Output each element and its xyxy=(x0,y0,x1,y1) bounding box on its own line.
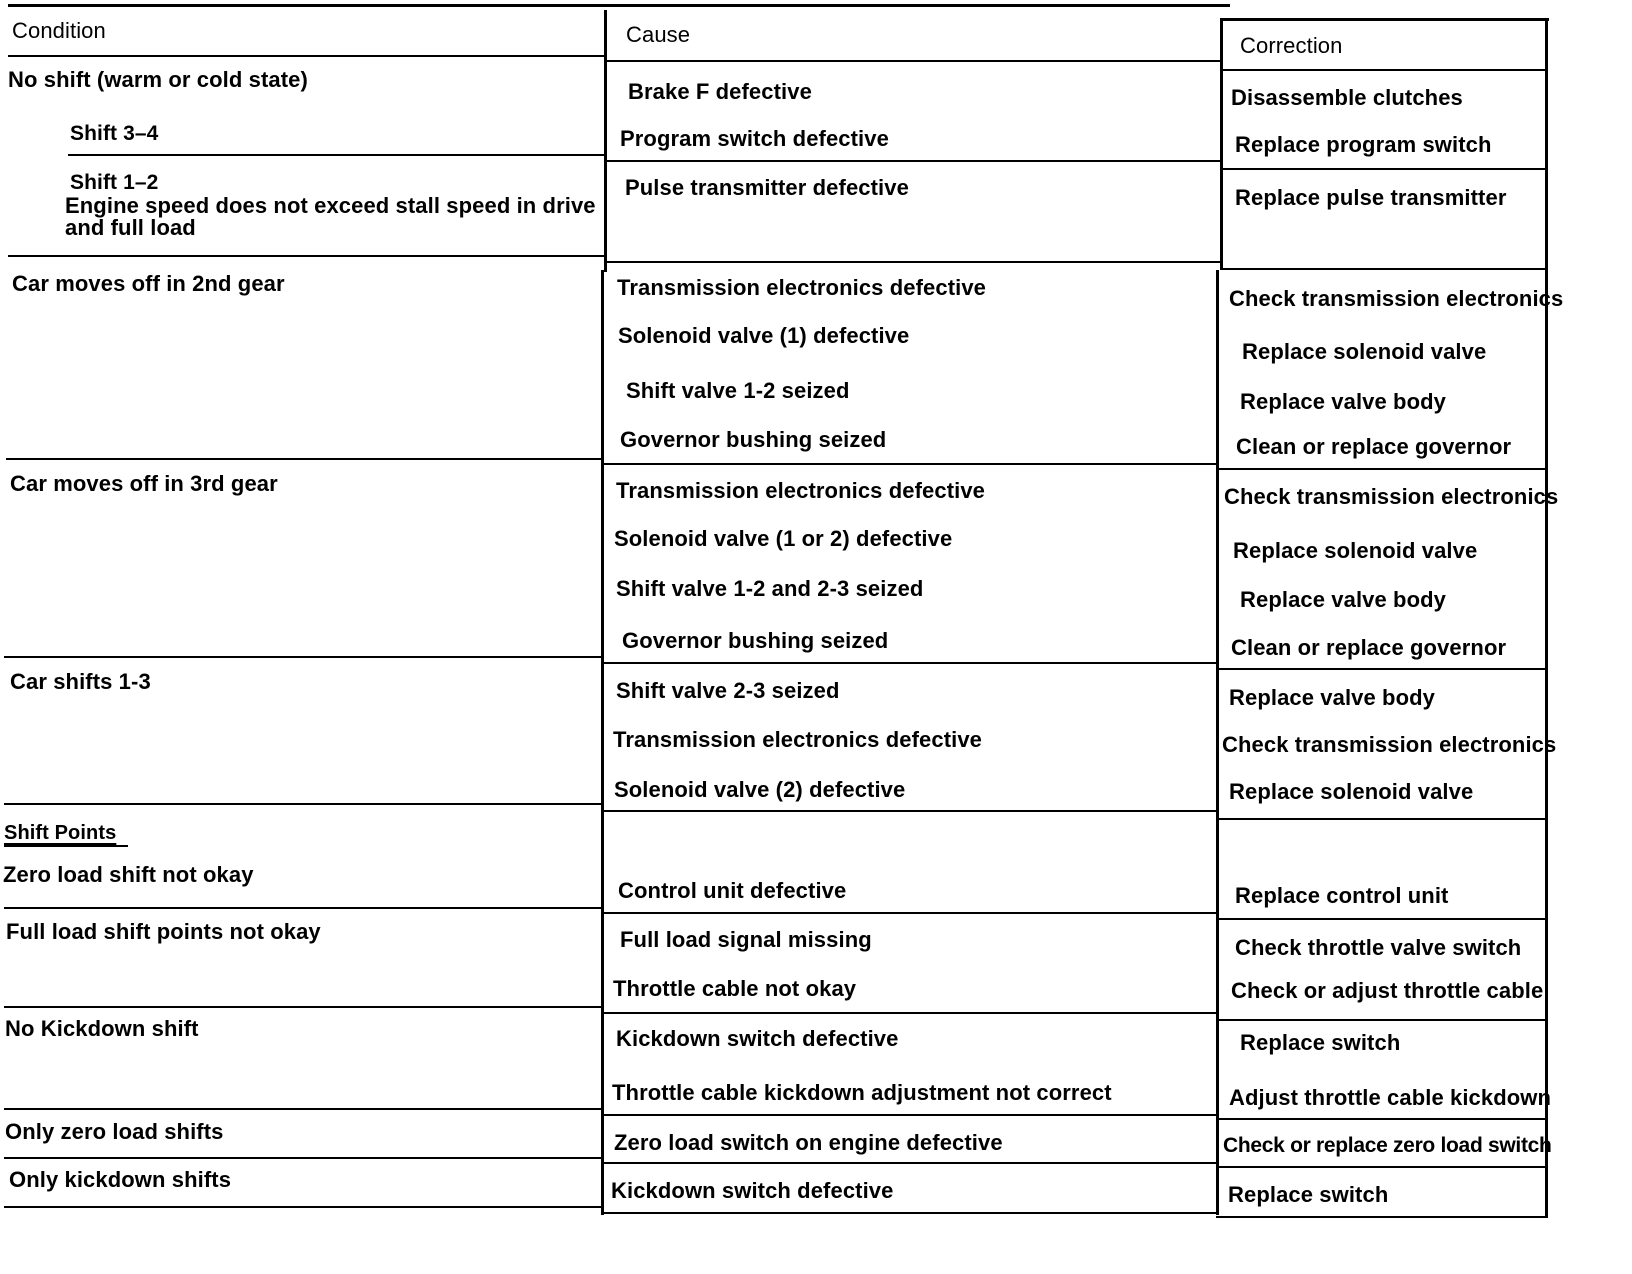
correction-text: Check transmission electronics xyxy=(1222,732,1557,757)
correction-text: Replace switch xyxy=(1228,1182,1389,1207)
column-header-cause: Cause xyxy=(626,22,691,47)
row-divider xyxy=(1222,168,1547,170)
row-divider xyxy=(1220,268,1547,270)
row-divider xyxy=(601,1114,1216,1116)
row-divider xyxy=(68,154,604,156)
condition-text: Zero load shift not okay xyxy=(3,862,254,887)
column-header-condition: Condition xyxy=(12,18,106,43)
correction-text: Clean or replace governor xyxy=(1236,434,1512,459)
row-divider xyxy=(4,1006,601,1008)
table-top-border xyxy=(8,4,1230,7)
condition-text: Engine speed does not exceed stall speed in drive xyxy=(65,193,596,218)
table-bottom-border xyxy=(601,1212,1216,1214)
correction-text: Replace control unit xyxy=(1235,883,1449,908)
right-border xyxy=(1545,18,1548,1218)
cause-text: Control unit defective xyxy=(618,878,847,903)
correction-text: Check or adjust throttle cable xyxy=(1231,978,1544,1003)
correction-text: Replace switch xyxy=(1240,1030,1401,1055)
condition-text: No shift (warm or cold state) xyxy=(8,67,308,92)
section-title-underline xyxy=(4,845,128,847)
row-divider xyxy=(4,656,601,658)
correction-text: Check throttle valve switch xyxy=(1235,935,1522,960)
row-divider xyxy=(1216,468,1547,470)
header-divider xyxy=(8,55,604,57)
row-divider xyxy=(601,662,1216,664)
row-divider xyxy=(4,1157,601,1159)
row-divider xyxy=(1216,1166,1547,1168)
cause-text: Throttle cable not okay xyxy=(613,976,857,1001)
shift-label: Shift 3–4 xyxy=(70,122,159,145)
correction-text: Replace solenoid valve xyxy=(1242,339,1487,364)
condition-text: Full load shift points not okay xyxy=(6,919,321,944)
correction-text: Replace program switch xyxy=(1235,132,1492,157)
header-divider xyxy=(1222,69,1547,71)
column-divider-1 xyxy=(604,10,607,272)
condition-text: Car shifts 1-3 xyxy=(10,669,151,694)
correction-text: Replace valve body xyxy=(1240,587,1447,612)
correction-text: Replace valve body xyxy=(1229,685,1436,710)
correction-text: Adjust throttle cable kickdown xyxy=(1229,1085,1552,1110)
condition-text: Only kickdown shifts xyxy=(9,1167,232,1192)
cause-text: Throttle cable kickdown adjustment not correct xyxy=(612,1080,1112,1105)
row-divider xyxy=(1216,1118,1547,1120)
column-divider-1 xyxy=(601,270,604,1215)
shift-label: Shift 1–2 xyxy=(70,171,159,194)
cause-text: Full load signal missing xyxy=(620,927,872,952)
row-divider xyxy=(606,160,1220,162)
cause-text: Brake F defective xyxy=(628,79,812,104)
row-divider xyxy=(4,907,601,909)
correction-text: Check transmission electronics xyxy=(1224,484,1559,509)
table-bottom-border xyxy=(4,1206,601,1208)
row-divider xyxy=(601,1162,1216,1164)
cause-text: Program switch defective xyxy=(620,126,889,151)
cause-text: Governor bushing seized xyxy=(620,427,887,452)
row-divider xyxy=(604,261,1220,263)
cause-text: Solenoid valve (2) defective xyxy=(614,777,906,802)
row-divider xyxy=(8,255,604,257)
section-title: Shift Points xyxy=(4,822,117,844)
condition-text: Car moves off in 3rd gear xyxy=(10,471,278,496)
cause-text: Kickdown switch defective xyxy=(616,1026,899,1051)
condition-text: Only zero load shifts xyxy=(5,1119,224,1144)
cause-text: Transmission electronics defective xyxy=(613,727,982,752)
correction-text: Replace pulse transmitter xyxy=(1235,185,1507,210)
row-divider xyxy=(4,803,601,805)
correction-text: Check transmission electronics xyxy=(1229,286,1564,311)
row-divider xyxy=(1216,918,1547,920)
condition-text: No Kickdown shift xyxy=(5,1016,199,1041)
row-divider xyxy=(601,1012,1216,1014)
row-divider xyxy=(601,912,1216,914)
row-divider xyxy=(601,463,1216,465)
row-divider xyxy=(601,810,1216,812)
correction-text: Clean or replace governor xyxy=(1231,635,1507,660)
correction-text: Replace valve body xyxy=(1240,389,1447,414)
table-bottom-border xyxy=(1216,1216,1547,1218)
cause-text: Shift valve 1-2 seized xyxy=(626,378,850,403)
condition-text: and full load xyxy=(65,215,196,240)
header-divider xyxy=(606,60,1220,62)
correction-text: Replace solenoid valve xyxy=(1233,538,1478,563)
cause-text: Shift valve 2-3 seized xyxy=(616,678,840,703)
row-divider xyxy=(6,458,601,460)
cause-text: Kickdown switch defective xyxy=(611,1178,894,1203)
cause-text: Transmission electronics defective xyxy=(616,478,985,503)
row-divider xyxy=(1216,1019,1547,1021)
correction-top-border xyxy=(1222,18,1549,21)
cause-text: Solenoid valve (1 or 2) defective xyxy=(614,526,953,551)
column-divider-2 xyxy=(1220,18,1223,270)
row-divider xyxy=(1216,668,1547,670)
cause-text: Solenoid valve (1) defective xyxy=(618,323,910,348)
row-divider xyxy=(1216,818,1547,820)
cause-text: Zero load switch on engine defective xyxy=(614,1130,1003,1155)
correction-text: Check or replace zero load switch xyxy=(1223,1134,1552,1157)
correction-text: Disassemble clutches xyxy=(1231,85,1463,110)
column-header-correction: Correction xyxy=(1240,33,1343,58)
column-divider-2 xyxy=(1216,270,1219,1215)
condition-text: Car moves off in 2nd gear xyxy=(12,271,285,296)
cause-text: Shift valve 1-2 and 2-3 seized xyxy=(616,576,924,601)
cause-text: Pulse transmitter defective xyxy=(625,175,909,200)
cause-text: Governor bushing seized xyxy=(622,628,889,653)
correction-text: Replace solenoid valve xyxy=(1229,779,1474,804)
cause-text: Transmission electronics defective xyxy=(617,275,986,300)
row-divider xyxy=(4,1108,601,1110)
